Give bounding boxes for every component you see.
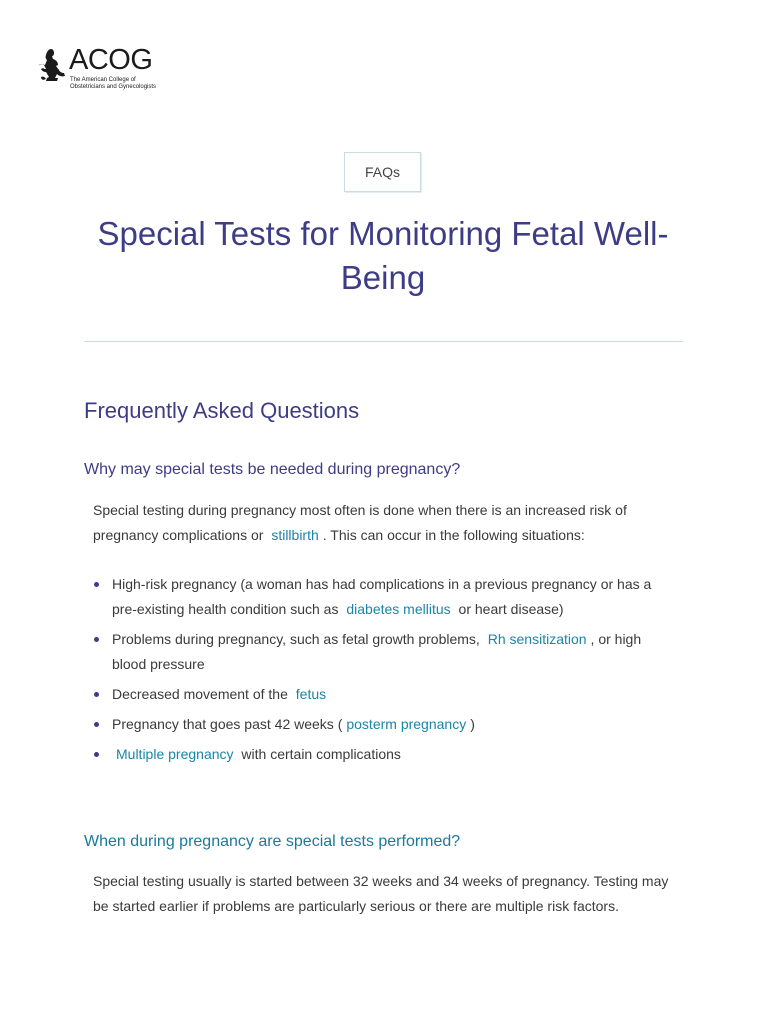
question-2-body: Special testing usually is started between 32 weeks and 34 weeks of pregnancy. Testing may be started earlier if problems are particularly serious or there are multiple risk factors. bbox=[93, 873, 669, 914]
question-2-heading: When during pregnancy are special tests performed? bbox=[84, 833, 461, 850]
section-heading: Frequently Asked Questions bbox=[84, 398, 360, 423]
question-1-heading: Why may special tests be needed during pregnancy? bbox=[84, 461, 461, 478]
logo-wordmark: ACOG bbox=[69, 44, 153, 76]
multiple-pregnancy-link[interactable]: Multiple pregnancy bbox=[116, 746, 234, 762]
fetus-link[interactable]: fetus bbox=[295, 686, 327, 702]
logo-subtitle-line-2: Obstetricians and Gynecologists bbox=[70, 84, 157, 90]
acog-figure-icon bbox=[37, 47, 67, 87]
intro-text-end: . This can occur in the following situations: bbox=[322, 527, 585, 543]
posterm-pregnancy-link[interactable]: posterm pregnancy bbox=[346, 716, 467, 732]
stillbirth-link[interactable]: stillbirth bbox=[271, 527, 319, 543]
acog-logo[interactable] bbox=[37, 45, 167, 95]
title-divider bbox=[84, 341, 683, 342]
list-item-text-end: with certain complications bbox=[237, 746, 401, 762]
diabetes-mellitus-link[interactable]: diabetes mellitus bbox=[346, 601, 451, 617]
question-1-intro bbox=[93, 498, 683, 548]
list-item-text: High-risk pregnancy (a woman has had complications in a previous pregnancy or has a pre-existing health condition such as bbox=[112, 576, 652, 617]
list-item-text: Decreased movement of the bbox=[112, 686, 292, 702]
list-item bbox=[93, 682, 663, 707]
bullet-icon bbox=[94, 722, 99, 727]
list-item-text-end: , or high blood pressure bbox=[112, 631, 642, 672]
list-item-text-end: or heart disease) bbox=[454, 601, 564, 617]
list-item-text-end: ) bbox=[470, 716, 475, 732]
bullet-icon bbox=[94, 752, 99, 757]
list-item bbox=[93, 742, 663, 767]
list-item bbox=[93, 627, 663, 677]
situations-list bbox=[93, 572, 663, 772]
bullet-icon bbox=[94, 637, 99, 642]
rh-sensitization-link[interactable]: Rh sensitization bbox=[487, 631, 587, 647]
list-item-text: Pregnancy that goes past 42 weeks ( bbox=[112, 716, 343, 732]
intro-text: Special testing during pregnancy most often is done when there is an increased risk of pregnancy complications or bbox=[93, 502, 627, 543]
list-item bbox=[93, 712, 663, 737]
bullet-icon bbox=[94, 692, 99, 697]
list-item bbox=[93, 572, 663, 622]
list-item-text: Problems during pregnancy, such as fetal growth problems, bbox=[112, 631, 484, 647]
page-title: Special Tests for Monitoring Fetal Well-Being bbox=[97, 215, 669, 296]
logo-subtitle bbox=[70, 77, 180, 91]
bullet-icon bbox=[94, 582, 99, 587]
faqs-badge[interactable]: FAQs bbox=[344, 152, 421, 192]
logo-subtitle-line-1: The American College of bbox=[70, 77, 136, 83]
